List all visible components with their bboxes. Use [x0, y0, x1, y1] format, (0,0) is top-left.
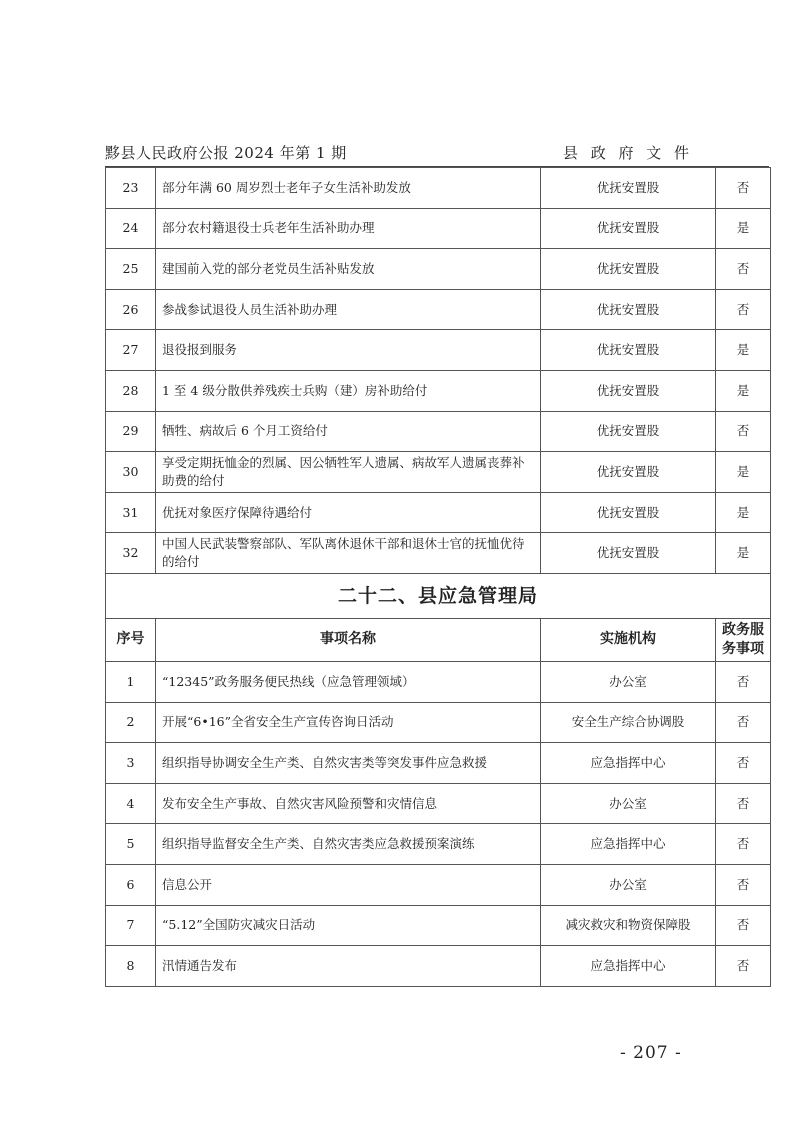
row-org: 优抚安置股 — [541, 370, 716, 411]
section-title-row — [106, 573, 771, 618]
row-name: 建国前入党的部分老党员生活补贴发放 — [156, 249, 541, 290]
row-org: 应急指挥中心 — [541, 743, 716, 784]
row-service-flag: 否 — [716, 864, 771, 905]
row-org: 优抚安置股 — [541, 330, 716, 371]
table-row — [106, 249, 771, 290]
row-number: 31 — [106, 492, 156, 533]
row-service-flag: 是 — [716, 208, 771, 249]
row-org: 优抚安置股 — [541, 168, 716, 209]
row-service-flag: 否 — [716, 702, 771, 743]
row-number: 3 — [106, 743, 156, 784]
row-name: 信息公开 — [156, 864, 541, 905]
row-name: 参战参试退役人员生活补助办理 — [156, 289, 541, 330]
table-row — [106, 743, 771, 784]
column-header-row — [106, 618, 771, 661]
row-number: 8 — [106, 946, 156, 987]
row-number: 23 — [106, 168, 156, 209]
row-service-flag: 否 — [716, 905, 771, 946]
row-number: 24 — [106, 208, 156, 249]
table-row — [106, 492, 771, 533]
section-title: 二十二、县应急管理局 — [106, 573, 771, 618]
row-number: 2 — [106, 702, 156, 743]
row-name: 部分农村籍退役士兵老年生活补助办理 — [156, 208, 541, 249]
row-name: 开展“6•16”全省安全生产宣传咨询日活动 — [156, 702, 541, 743]
row-org: 应急指挥中心 — [541, 946, 716, 987]
row-number: 25 — [106, 249, 156, 290]
table-row — [106, 452, 771, 493]
table-row — [106, 946, 771, 987]
row-name: 牺牲、病故后 6 个月工资给付 — [156, 411, 541, 452]
row-org: 减灾救灾和物资保障股 — [541, 905, 716, 946]
row-name: 享受定期抚恤金的烈属、因公牺牲军人遗属、病故军人遗属丧葬补助费的给付 — [156, 452, 541, 493]
table-row — [106, 905, 771, 946]
row-name: 优抚对象医疗保障待遇给付 — [156, 492, 541, 533]
row-org: 优抚安置股 — [541, 411, 716, 452]
row-org: 应急指挥中心 — [541, 824, 716, 865]
row-service-flag: 否 — [716, 661, 771, 702]
row-service-flag: 是 — [716, 533, 771, 574]
row-service-flag: 否 — [716, 289, 771, 330]
row-name: 1 至 4 级分散供养残疾士兵购（建）房补助给付 — [156, 370, 541, 411]
row-name: “5.12”全国防灾减灾日活动 — [156, 905, 541, 946]
row-service-flag: 否 — [716, 168, 771, 209]
row-org: 优抚安置股 — [541, 492, 716, 533]
row-name: 组织指导监督安全生产类、自然灾害类应急救援预案演练 — [156, 824, 541, 865]
row-service-flag: 否 — [716, 249, 771, 290]
row-service-flag: 否 — [716, 743, 771, 784]
row-number: 4 — [106, 783, 156, 824]
row-org: 优抚安置股 — [541, 249, 716, 290]
row-service-flag: 否 — [716, 824, 771, 865]
table-row — [106, 783, 771, 824]
header-service-line1: 政务服 — [722, 621, 764, 638]
row-number: 27 — [106, 330, 156, 371]
row-service-flag: 否 — [716, 946, 771, 987]
row-org: 优抚安置股 — [541, 289, 716, 330]
row-service-flag: 否 — [716, 411, 771, 452]
row-number: 1 — [106, 661, 156, 702]
table-row — [106, 864, 771, 905]
header-service — [716, 618, 771, 661]
header-org: 实施机构 — [541, 618, 716, 661]
row-org: 优抚安置股 — [541, 533, 716, 574]
table-row — [106, 702, 771, 743]
table-row — [106, 411, 771, 452]
table-row — [106, 289, 771, 330]
table-row — [106, 661, 771, 702]
page-header — [105, 142, 693, 164]
row-org: 优抚安置股 — [541, 452, 716, 493]
row-number: 28 — [106, 370, 156, 411]
table-row — [106, 824, 771, 865]
row-number: 7 — [106, 905, 156, 946]
row-org: 优抚安置股 — [541, 208, 716, 249]
row-name: 汛情通告发布 — [156, 946, 541, 987]
row-name: 组织指导协调安全生产类、自然灾害类等突发事件应急救援 — [156, 743, 541, 784]
row-org: 办公室 — [541, 864, 716, 905]
page-number: - 207 - — [620, 1043, 682, 1063]
row-service-flag: 是 — [716, 370, 771, 411]
row-org: 办公室 — [541, 783, 716, 824]
row-name: 部分年满 60 周岁烈士老年子女生活补助发放 — [156, 168, 541, 209]
table-row — [106, 330, 771, 371]
row-number: 32 — [106, 533, 156, 574]
row-service-flag: 是 — [716, 330, 771, 371]
row-name: 发布安全生产事故、自然灾害风险预警和灾情信息 — [156, 783, 541, 824]
row-name: “12345”政务服务便民热线（应急管理领域） — [156, 661, 541, 702]
row-name: 中国人民武装警察部队、军队离休退休干部和退休士官的抚恤优待的给付 — [156, 533, 541, 574]
table-row — [106, 533, 771, 574]
matters-table — [105, 167, 771, 987]
table-row — [106, 370, 771, 411]
row-number: 29 — [106, 411, 156, 452]
row-number: 30 — [106, 452, 156, 493]
header-number: 序号 — [106, 618, 156, 661]
row-name: 退役报到服务 — [156, 330, 541, 371]
row-org: 办公室 — [541, 661, 716, 702]
row-number: 26 — [106, 289, 156, 330]
row-service-flag: 是 — [716, 492, 771, 533]
section-label: 县 政 府 文 件 — [562, 144, 693, 162]
row-number: 6 — [106, 864, 156, 905]
table-row — [106, 208, 771, 249]
table-row — [106, 168, 771, 209]
row-org: 安全生产综合协调股 — [541, 702, 716, 743]
row-number: 5 — [106, 824, 156, 865]
row-service-flag: 否 — [716, 783, 771, 824]
header-service-line2: 务事项 — [722, 640, 764, 657]
row-service-flag: 是 — [716, 452, 771, 493]
header-name: 事项名称 — [156, 618, 541, 661]
gazette-title: 黟县人民政府公报 2024 年第 1 期 — [105, 144, 347, 162]
